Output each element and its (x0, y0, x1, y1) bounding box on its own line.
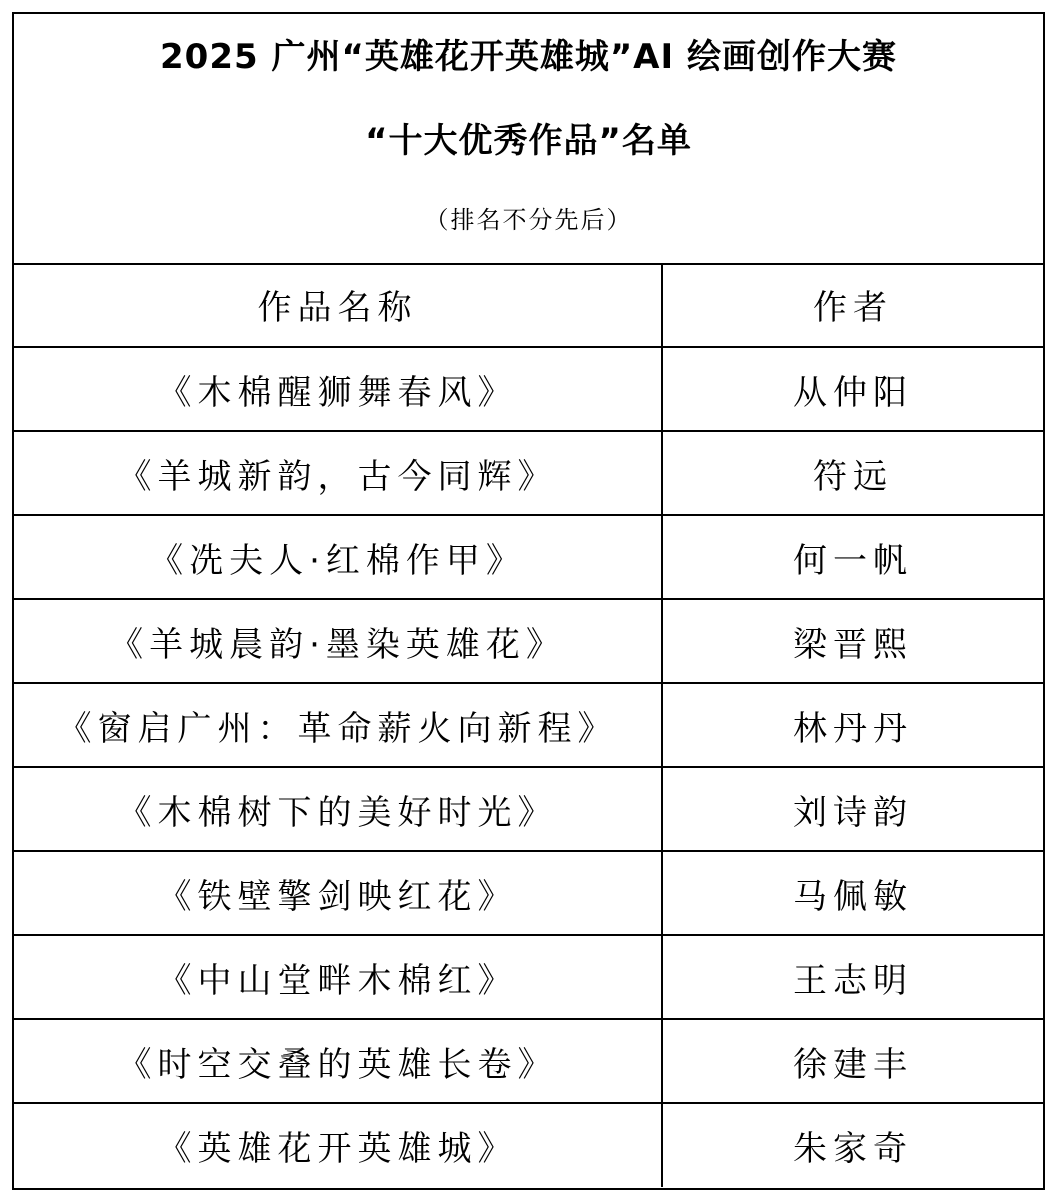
author-cell: 刘诗韵 (662, 767, 1043, 851)
table-header-row (14, 263, 1043, 347)
author-cell: 符远 (662, 431, 1043, 515)
author-cell: 梁晋熙 (662, 599, 1043, 683)
work-title-cell: 《时空交叠的英雄长卷》 (14, 1019, 662, 1103)
author-cell: 朱家奇 (662, 1103, 1043, 1187)
work-title-cell: 《窗启广州：革命薪火向新程》 (14, 683, 662, 767)
document-header (14, 14, 1043, 265)
work-title-cell: 《羊城新韵，古今同辉》 (14, 431, 662, 515)
table-row (14, 767, 1043, 851)
work-title-cell: 《羊城晨韵·墨染英雄花》 (14, 599, 662, 683)
work-title-cell: 《英雄花开英雄城》 (14, 1103, 662, 1187)
page-title: 2025 广州“英雄花开英雄城”AI 绘画创作大赛 (160, 37, 897, 77)
page-subtitle: “十大优秀作品”名单 (365, 121, 692, 161)
work-title-cell: 《木棉树下的美好时光》 (14, 767, 662, 851)
ranking-note: （排名不分先后） (424, 206, 633, 234)
author-cell: 何一帆 (662, 515, 1043, 599)
table-row (14, 431, 1043, 515)
table-row (14, 851, 1043, 935)
author-cell: 徐建丰 (662, 1019, 1043, 1103)
table-row (14, 1103, 1043, 1187)
table-row (14, 347, 1043, 431)
table-row (14, 515, 1043, 599)
table-row (14, 683, 1043, 767)
column-header-author: 作者 (813, 288, 893, 328)
work-title-cell: 《中山堂畔木棉红》 (14, 935, 662, 1019)
work-title-cell: 《铁壁擎剑映红花》 (14, 851, 662, 935)
work-title-cell: 《木棉醒狮舞春风》 (14, 347, 662, 431)
winners-table (14, 263, 1043, 1187)
table-row (14, 599, 1043, 683)
work-title-cell: 《冼夫人·红棉作甲》 (14, 515, 662, 599)
author-cell: 王志明 (662, 935, 1043, 1019)
author-cell: 马佩敏 (662, 851, 1043, 935)
table-row (14, 935, 1043, 1019)
document-sheet (12, 12, 1045, 1190)
author-cell: 从仲阳 (662, 347, 1043, 431)
table-row (14, 1019, 1043, 1103)
author-cell: 林丹丹 (662, 683, 1043, 767)
column-header-title: 作品名称 (14, 263, 662, 347)
